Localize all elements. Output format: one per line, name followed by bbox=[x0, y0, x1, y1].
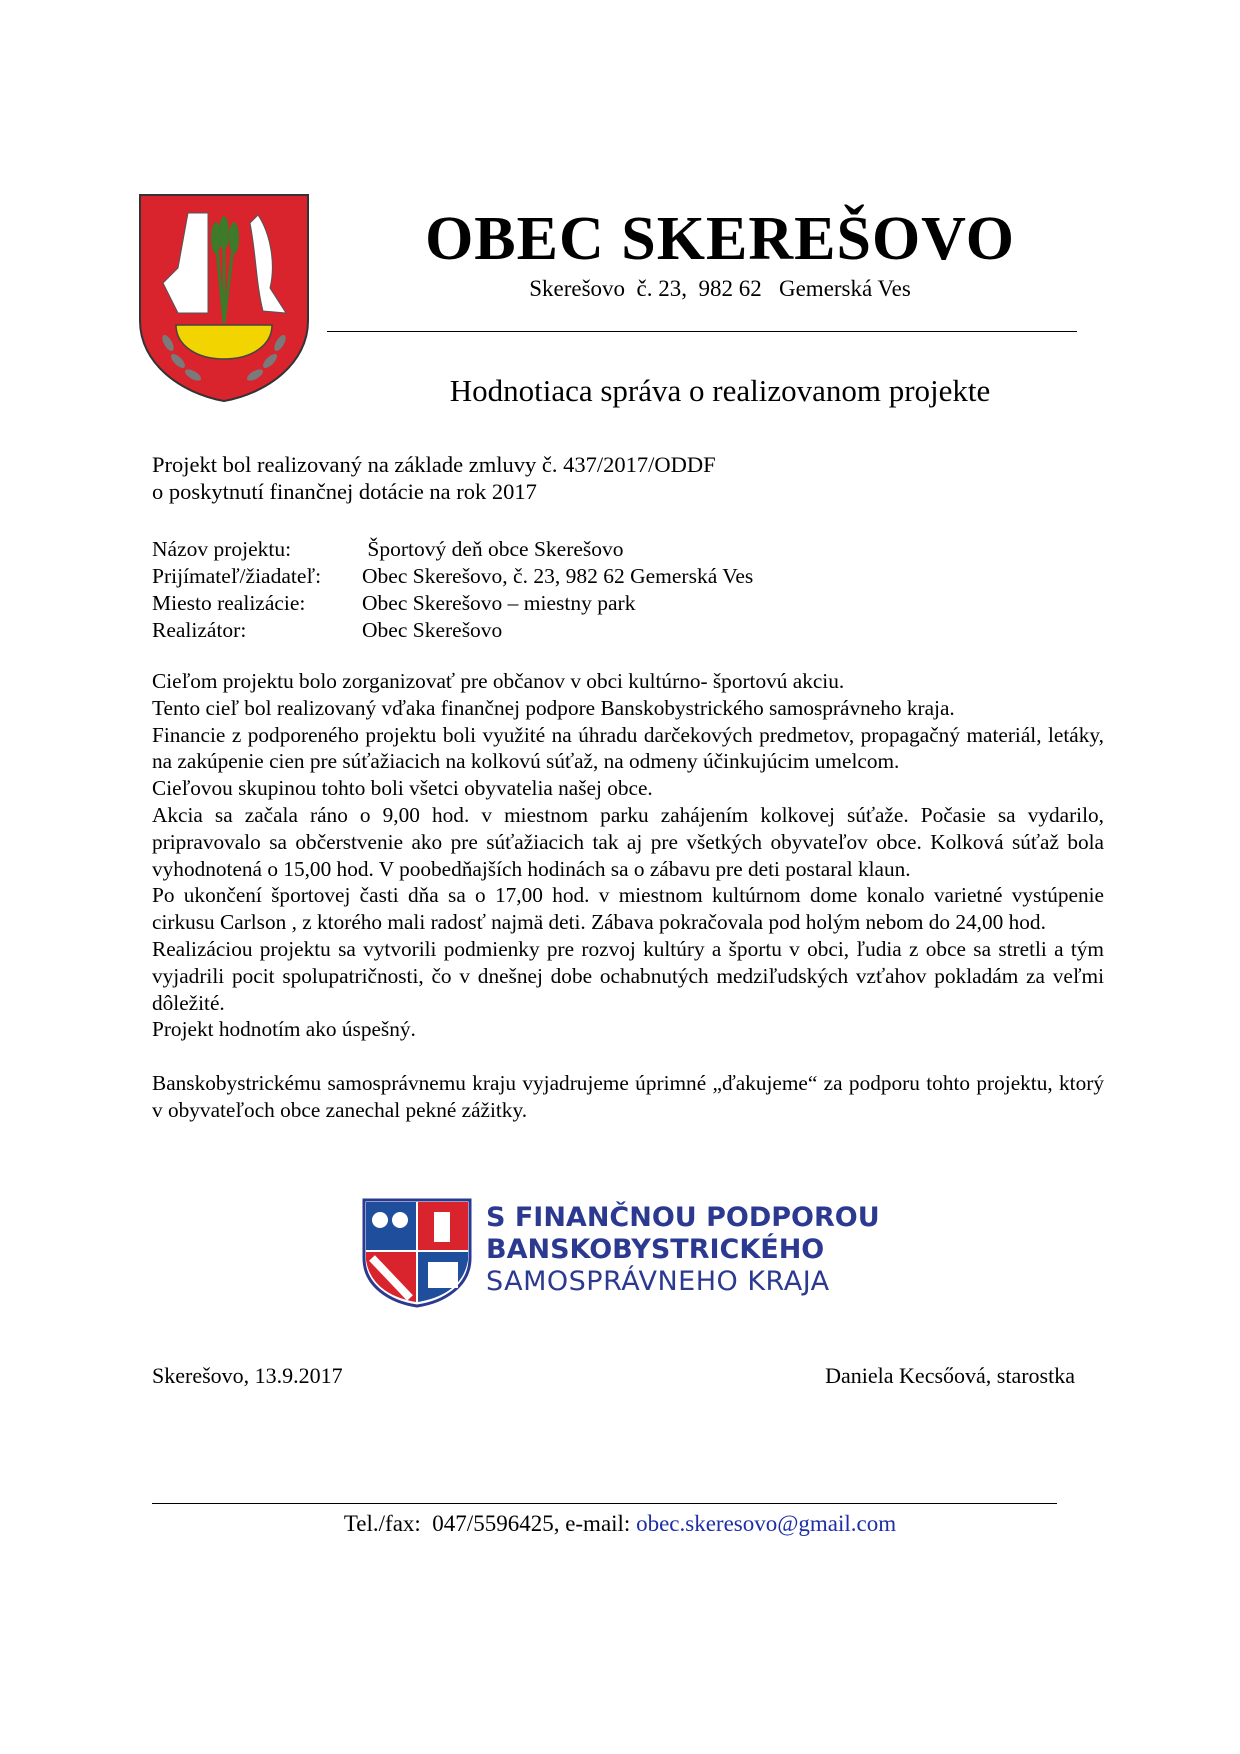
org-address: Skerešovo č. 23, 982 62 Gemerská Ves bbox=[529, 276, 911, 301]
intro-line: Projekt bol realizovaný na základe zmluvy č. 437/2017/ODDF bbox=[152, 452, 716, 477]
detail-label: Názov projektu: bbox=[152, 537, 292, 561]
contact-text: Tel./fax: 047/5596425, e-mail: bbox=[343, 1511, 637, 1536]
detail-label: Miesto realizácie: bbox=[152, 591, 306, 615]
support-logo bbox=[362, 1198, 962, 1308]
project-details bbox=[152, 536, 1092, 644]
email-link[interactable]: obec.skeresovo@gmail.com bbox=[636, 1511, 897, 1536]
header-divider bbox=[327, 331, 1077, 332]
org-name: OBEC SKEREŠOVO bbox=[425, 205, 1015, 273]
paragraph: Projekt hodnotím ako úspešný. bbox=[152, 1017, 416, 1042]
footer-contact bbox=[0, 1511, 1240, 1537]
paragraph: Akcia sa začala ráno o 9,00 hod. v miestnom parku zahájením kolkovej súťaže. Počasie sa vydarilo, pripravovalo sa občerstvenie ako pre súťažiacich tak aj pre všetkých obyvateľov obce. Kolková súťaž bola vyhodnotená o 15,00 hod. V poobedňajších hodinách sa o zábavu pre deti postaral klaun. bbox=[152, 802, 1104, 881]
detail-value: Obec Skerešovo – miestny park bbox=[362, 591, 636, 615]
detail-label: Realizátor: bbox=[152, 618, 247, 642]
footer-divider bbox=[152, 1503, 1057, 1504]
detail-row bbox=[152, 590, 1092, 617]
support-logo-text bbox=[486, 1202, 880, 1298]
paragraph: Po ukončení športovej časti dňa sa o 17,00 hod. v miestnom kultúrnom dome konalo varietné vystúpenie cirkusu Carlson , z ktorého mali radosť najmä deti. Zábava pokračovala pod holým nebom do 24,00 hod. bbox=[152, 883, 1104, 935]
report-body bbox=[152, 668, 1104, 1124]
paragraph: Realizáciou projektu sa vytvorili podmienky pre rozvoj kultúry a športu v obci, ľudia z obce sa stretli a tým vyjadrili pocit spolupatričnosti, čo v dnešnej dobe ochabnutých medziľudských vzťahov pokladám za veľmi dôležité. bbox=[152, 936, 1104, 1015]
intro-line: o poskytnutí finančnej dotácie na rok 2017 bbox=[152, 479, 537, 504]
document-title: Hodnotiaca správa o realizovanom projekte bbox=[449, 373, 991, 408]
crest-icon bbox=[138, 193, 310, 403]
detail-row bbox=[152, 536, 1092, 563]
signatory: Daniela Kecsőová, starostka bbox=[825, 1363, 1075, 1388]
paragraph: Tento cieľ bol realizovaný vďaka finančnej podpore Banskobystrického samosprávneho kraja. bbox=[152, 695, 955, 720]
support-logo-line: S FINANČNOU PODPOROU bbox=[486, 1202, 880, 1233]
bbsk-crest-icon bbox=[362, 1198, 472, 1308]
detail-label: Prijímateľ/žiadateľ: bbox=[152, 564, 322, 588]
support-logo-line: SAMOSPRÁVNEHO KRAJA bbox=[486, 1266, 830, 1297]
detail-value: Športový deň obce Skerešovo bbox=[362, 537, 624, 561]
detail-row bbox=[152, 617, 1092, 644]
detail-value: Obec Skerešovo bbox=[362, 618, 503, 642]
paragraph: Financie z podporeného projektu boli využité na úhradu darčekových predmetov, propagačný materiál, letáky, na zakúpenie cien pre súťažiacich na kolkovú súťaž, na odmeny účinkujúcim umelcom. bbox=[152, 722, 1104, 774]
intro bbox=[152, 451, 1092, 505]
detail-row bbox=[152, 563, 1092, 590]
paragraph: Cieľovou skupinou tohto boli všetci obyvatelia našej obce. bbox=[152, 776, 653, 801]
paragraph: Cieľom projektu bolo zorganizovať pre občanov v obci kultúrno- športovú akciu. bbox=[152, 669, 845, 693]
support-logo-line: BANSKOBYSTRICKÉHO bbox=[486, 1234, 825, 1265]
paragraph: Banskobystrickému samosprávnemu kraju vyjadrujeme úprimné „ďakujeme“ za podporu tohto projektu, ktorý v obyvateľoch obce zanechal pekné zážitky. bbox=[152, 1071, 1104, 1122]
detail-value: Obec Skerešovo, č. 23, 982 62 Gemerská Ves bbox=[362, 564, 754, 588]
place-date: Skerešovo, 13.9.2017 bbox=[152, 1363, 343, 1388]
